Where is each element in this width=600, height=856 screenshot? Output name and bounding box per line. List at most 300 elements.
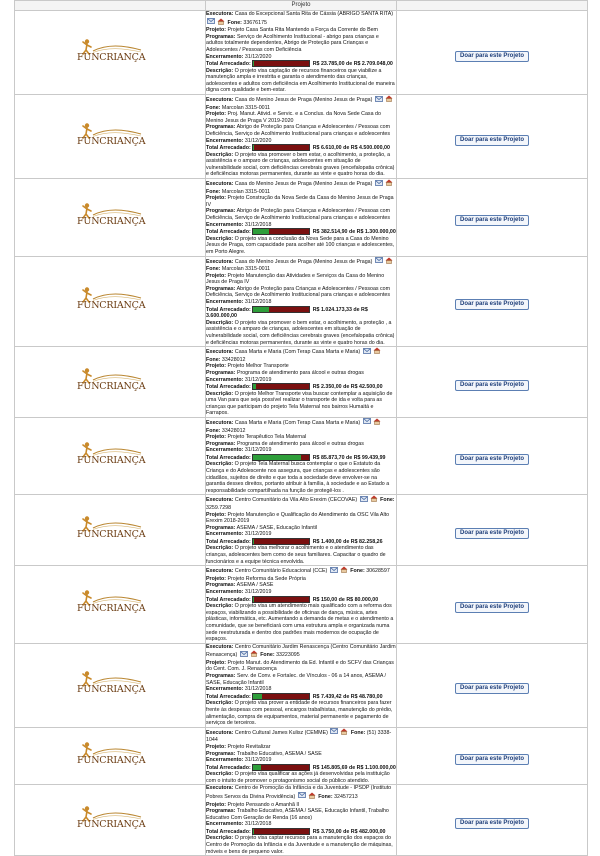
programas-label: Programas:: [206, 33, 236, 40]
logo-cell: [15, 347, 206, 418]
donate-button[interactable]: Doar para este Projeto: [455, 528, 529, 539]
email-icon[interactable]: [360, 496, 368, 505]
executora-value: Centro Cultural James Kulisz (CEMME): [234, 729, 328, 736]
encerramento-label: Encerramento:: [206, 53, 244, 60]
programas-line: [206, 286, 396, 299]
progress-bar: [252, 596, 310, 603]
programas-value: Serviço de Acolhimento Institucional - abrigo para crianças e adultos totalmente dependentes, Abrigo de Proteção para Crianças e Adolescentes / Pessoas com Deficiência: [206, 33, 379, 53]
projeto-label: Projeto:: [206, 195, 227, 202]
project-info: [206, 11, 396, 94]
logo-cell: [15, 95, 206, 179]
project-info-cell: [206, 495, 397, 566]
logo-cell: [15, 566, 206, 643]
descricao-line: [206, 835, 396, 855]
phone-value: 33428012: [221, 427, 246, 434]
executora-value: Centro Comunitário Jardim Renascença (Centro Comunitário Jardim Renascença): [206, 643, 396, 659]
descricao-value: O projeto visa promover o bem estar, o acolhimento, a proteção, a assistência e o amparo de crianças, adolescentes em situação de vulnerabilidade social, com deficiências cerebrais graves (encefalopatia crônica) e deficiências motoras permanentes, durante as vinte e quatro horas do dia.: [206, 151, 395, 178]
total-label: Total Arrecadado:: [206, 538, 251, 545]
phone-value: Marcolan 3315-0011: [221, 188, 271, 195]
encerramento-line: [206, 138, 396, 145]
funcrianca-logo: [77, 286, 146, 316]
descricao-label: Descrição:: [206, 603, 234, 610]
projeto-line: [206, 744, 396, 751]
progress-bar: [252, 764, 310, 771]
home-icon[interactable]: [340, 728, 348, 738]
home-icon[interactable]: [250, 650, 258, 660]
descricao-value: O projeto visa prover a entidade de recursos financeiros para fazer frente às despesas com pessoal, encargos trabalhistas, manutenção do prédio, alimentação, compra de equipamentos, material permanente e pagamento de serviços de terceiros.: [206, 700, 393, 727]
phone-label: Fone:: [350, 568, 365, 575]
programas-line: [206, 370, 396, 377]
project-info: [206, 347, 396, 417]
donate-cell: [397, 11, 588, 95]
executora-value: Centro Comunitário da Vila Alto Erexim (CECOVAE): [234, 497, 358, 504]
phone-label: Fone:: [260, 652, 275, 659]
phone-label: Fone:: [206, 188, 221, 195]
executora-label: Executora:: [206, 181, 234, 188]
email-icon[interactable]: [375, 257, 383, 266]
projeto-value: Proj. Manut. Ativid. e Servic. e a Conclus. da Nova Sede Casa do Menino Jesus de Praga V 2019-2020: [206, 111, 381, 124]
descricao-label: Descrição:: [206, 151, 234, 158]
project-info-cell: [206, 179, 397, 256]
project-info: [206, 728, 396, 785]
phone-label: Fone:: [318, 794, 333, 801]
home-icon[interactable]: [308, 792, 316, 802]
encerramento-label: Encerramento:: [206, 686, 244, 693]
of-label: de: [343, 145, 350, 152]
executora-label: Executora:: [206, 568, 234, 575]
encerramento-label: Encerramento:: [206, 447, 244, 454]
projeto-line: [206, 273, 396, 286]
executora-label: Executora:: [206, 420, 234, 427]
total-label: Total Arrecadado:: [206, 454, 251, 461]
email-icon[interactable]: [207, 18, 215, 27]
progress-bar-fill: [253, 229, 269, 234]
progress-bar-fill: [253, 597, 254, 602]
encerramento-value: 31/12/2019: [244, 757, 272, 764]
funcrianca-logo: [77, 589, 146, 619]
descricao-line: [206, 152, 396, 178]
email-icon[interactable]: [375, 180, 383, 189]
logo-cell: [15, 179, 206, 256]
column-header-projeto: Projeto: [206, 1, 397, 11]
logo-cell: [15, 495, 206, 566]
of-label: de: [348, 229, 356, 236]
funcrianca-logo: [77, 367, 146, 397]
encerramento-value: 31/12/2018: [244, 821, 272, 828]
programas-line: [206, 808, 396, 821]
home-icon[interactable]: [385, 179, 393, 189]
programas-value: Programa de atendimento para álcool e outras drogas: [236, 440, 364, 447]
project-info-cell: [206, 566, 397, 643]
phone-value: Marcolan 3315-0011: [221, 266, 271, 273]
email-icon[interactable]: [363, 348, 371, 357]
projeto-label: Projeto:: [206, 434, 227, 441]
project-row: [15, 727, 588, 785]
total-label: Total Arrecadado:: [206, 693, 251, 700]
project-info-cell: [206, 11, 397, 95]
projeto-label: Projeto:: [206, 27, 227, 34]
projects-rows: [15, 11, 588, 856]
column-spacer: [397, 1, 588, 11]
encerramento-label: Encerramento:: [206, 531, 244, 538]
encerramento-value: 31/12/2020: [244, 137, 272, 144]
programas-line: [206, 124, 396, 137]
raised-amount: R$ 2.350,00: [312, 384, 342, 390]
projeto-value: Projeto Terapêutico Tela Maternal: [227, 434, 307, 441]
raised-amount: R$ 85.873,70: [312, 454, 345, 461]
raised-amount: R$ 150,00: [312, 596, 338, 603]
executora-label: Executora:: [206, 785, 234, 792]
email-icon[interactable]: [240, 651, 248, 660]
of-label: de: [343, 538, 350, 545]
executora-line: [206, 179, 396, 195]
of-label: de: [346, 61, 353, 68]
executora-value: Casa Marta e Maria (Com Terap Casa Marta e Maria): [234, 349, 361, 356]
encerramento-line: [206, 589, 396, 596]
funcrianca-logo: [77, 122, 146, 152]
progress-bar: [252, 454, 310, 461]
raised-amount: R$ 6.610,00: [312, 145, 342, 152]
logo-wordmark: FUNCRIANÇA: [77, 300, 146, 312]
total-label: Total Arrecadado:: [206, 384, 251, 390]
email-icon[interactable]: [375, 96, 383, 105]
email-icon[interactable]: [363, 418, 371, 427]
programas-line: [206, 673, 396, 686]
home-icon[interactable]: [373, 418, 381, 428]
projeto-label: Projeto:: [206, 659, 227, 666]
phone-value: Marcolan 3315-0011: [221, 104, 271, 111]
raised-amount: R$ 1.024.173,33: [312, 306, 352, 313]
encerramento-line: [206, 821, 396, 828]
donate-button[interactable]: Doar para este Projeto: [455, 754, 529, 765]
donate-button[interactable]: Doar para este Projeto: [455, 380, 529, 391]
encerramento-value: 31/12/2018: [244, 299, 272, 306]
goal-amount: R$ 82.258,26: [350, 538, 383, 545]
executora-line: [206, 257, 396, 273]
phone-label: Fone:: [206, 104, 221, 111]
programas-line: [206, 525, 396, 532]
project-info-cell: [206, 95, 397, 179]
phone-value: 3259.7298: [206, 505, 232, 511]
executora-line: [206, 644, 396, 660]
logo-wordmark: FUNCRIANÇA: [77, 135, 146, 147]
programas-value: Serv. de Conv. e Fortalec. de Vínculos - 06 a 14 anos, ASEMA / SASE, Educação Infantil: [206, 673, 387, 686]
executora-line: [206, 495, 396, 511]
programas-label: Programas:: [206, 369, 236, 376]
descricao-label: Descrição:: [206, 319, 234, 326]
total-line: [206, 228, 396, 236]
projeto-label: Projeto:: [206, 511, 227, 518]
projeto-line: [206, 576, 396, 583]
project-row: [15, 495, 588, 566]
programas-label: Programas:: [206, 524, 236, 531]
logo-wordmark: FUNCRIANÇA: [77, 603, 146, 615]
projeto-label: Projeto:: [206, 801, 227, 808]
raised-amount: R$ 23.785,00: [312, 61, 345, 68]
donate-button[interactable]: Doar para este Projeto: [455, 683, 529, 694]
donate-button[interactable]: Doar para este Projeto: [455, 602, 529, 613]
projeto-value: Projeto Melhor Transporte: [227, 363, 289, 370]
programas-line: [206, 208, 396, 221]
programas-value: Abrigo de Proteção para Crianças e Adolescentes / Pessoas com Deficiência, Serviço de Acolhimento Institucional para crianças e adolescentes: [206, 285, 391, 299]
phone-label: Fone:: [227, 19, 242, 26]
descricao-label: Descrição:: [206, 67, 234, 74]
project-row: [15, 566, 588, 643]
home-icon[interactable]: [385, 95, 393, 105]
total-label: Total Arrecadado:: [206, 764, 251, 771]
funcrianca-logo: [77, 38, 146, 68]
projeto-value: Projeto Pensando o Amanhã II: [227, 801, 300, 808]
progress-bar-fill: [253, 694, 261, 699]
encerramento-value: 31/12/2020: [244, 53, 272, 60]
encerramento-line: [206, 757, 396, 764]
project-info: [206, 644, 396, 727]
logo-cell: [15, 256, 206, 347]
progress-bar: [252, 144, 310, 151]
phone-value: (51) 3338-1044: [206, 729, 392, 744]
projeto-label: Projeto:: [206, 272, 227, 279]
phone-value: 33223095: [276, 652, 300, 659]
project-info: [206, 785, 396, 855]
donate-cell: [397, 347, 588, 418]
progress-bar-fill: [253, 145, 254, 150]
phone-value: 30628597: [366, 568, 390, 575]
projeto-value: Projeto Revitalizar: [227, 743, 271, 750]
email-icon[interactable]: [330, 567, 338, 576]
raised-amount: R$ 7.439,42: [312, 693, 342, 700]
funcrianca-logo: [77, 515, 146, 545]
email-icon[interactable]: [330, 728, 338, 737]
donate-cell: [397, 95, 588, 179]
project-row: [15, 95, 588, 179]
total-label: Total Arrecadado:: [206, 145, 251, 152]
descricao-label: Descrição:: [206, 771, 234, 778]
encerramento-line: [206, 531, 396, 538]
goal-amount: R$ 482.000,00: [350, 828, 386, 835]
descricao-value: O projeto visa um atendimento mais qualificado com a reforma dos espaços, viabilizando a possibilidade de oficinas de dança, música, artes plásticas, informática, etc. Aumentando a demanda de metas e o atendimento a comunidade, que se beneficiará com uma estrutura ampla e organizada numa sede reestruturada e dentro dos padrões mais modernos de ocupação de espaços.: [206, 603, 394, 643]
descricao-label: Descrição:: [206, 835, 234, 842]
of-label: de: [353, 306, 360, 313]
raised-amount: R$ 1.400,00: [312, 538, 342, 545]
email-icon[interactable]: [298, 792, 306, 801]
encerramento-label: Encerramento:: [206, 589, 244, 596]
project-row: [15, 11, 588, 95]
goal-amount: R$ 48.780,00: [350, 693, 383, 700]
logo-wordmark: FUNCRIANÇA: [77, 529, 146, 541]
phone-label: Fone:: [380, 497, 395, 504]
raised-amount: R$ 145.805,69: [312, 764, 348, 771]
programas-value: Abrigo de Proteção para Crianças e Adolescentes / Pessoas com Deficiência, Serviço de Acolhimento Institucional para crianças e adolescentes: [206, 208, 391, 222]
encerramento-label: Encerramento:: [206, 821, 244, 828]
projeto-label: Projeto:: [206, 363, 227, 370]
total-line: [206, 538, 396, 546]
progress-bar-fill: [253, 307, 269, 312]
progress-bar-fill: [253, 455, 301, 460]
project-info: [206, 418, 396, 494]
goal-amount: R$ 42.500,00: [350, 384, 383, 390]
total-line: [206, 764, 396, 772]
progress-bar: [252, 60, 310, 67]
raised-amount: R$ 382.514,90: [312, 229, 348, 236]
project-info-cell: [206, 417, 397, 494]
total-line: [206, 693, 396, 701]
donate-cell: [397, 727, 588, 785]
progress-bar-fill: [253, 384, 256, 389]
project-row: [15, 256, 588, 347]
programas-value: ASEMA / SASE, Educação Infantil: [236, 524, 318, 531]
donate-button[interactable]: Doar para este Projeto: [455, 215, 529, 226]
total-line: [206, 454, 396, 462]
total-label: Total Arrecadado:: [206, 596, 251, 603]
programas-label: Programas:: [206, 673, 236, 680]
home-icon[interactable]: [385, 257, 393, 267]
descricao-line: [206, 603, 396, 643]
projects-table: [14, 0, 588, 856]
encerramento-line: [206, 686, 396, 693]
total-line: [206, 383, 396, 391]
logo-cell: [15, 785, 206, 856]
projeto-line: [206, 27, 396, 34]
projeto-line: [206, 660, 396, 673]
of-label: de: [348, 764, 356, 771]
encerramento-label: Encerramento:: [206, 376, 244, 383]
projeto-line: [206, 512, 396, 525]
executora-line: [206, 347, 396, 363]
funcrianca-logo: [77, 202, 146, 232]
descricao-value: O projeto Melhor Transporte visa buscar contemplar a aquisição de uma Van para que seja possível realizar o transporte de ida e volta para as crianças que participam do projeto Tela Maternal nos bairros Humaitá e Farrapos.: [206, 390, 393, 417]
encerramento-value: 31/12/2018: [244, 686, 272, 693]
phone-value: 32457213: [334, 794, 358, 801]
projeto-label: Projeto:: [206, 743, 227, 750]
projeto-value: Projeto Manutenção e Qualificação do Atendimento da OSC Vila Alto Erexim 2018-2019: [206, 511, 390, 525]
column-spacer: [15, 1, 206, 11]
descricao-value: O projeto visa captação de recursos financeiros que viabilize a manutenção ampla e irrestrita e garanta o atendimento das crianças, adolescentes e adultos com deficiência em Acolhimento Institucional de maneira digna com qualidade e bem-estar.: [206, 67, 395, 94]
logo-wordmark: FUNCRIANÇA: [77, 755, 146, 767]
progress-bar: [252, 383, 310, 390]
programas-line: [206, 582, 396, 589]
goal-amount: R$ 3.600.000,00: [206, 306, 368, 320]
projeto-line: [206, 195, 396, 208]
projects-list: [14, 0, 588, 856]
total-line: [206, 306, 396, 320]
total-line: [206, 828, 396, 836]
executora-line: [206, 95, 396, 111]
descricao-label: Descrição:: [206, 700, 234, 707]
goal-amount: R$ 1.300.000,00: [356, 229, 396, 236]
descricao-value: O projeto visa melhorar o acolhimento e o atendimento das crianças, adolescentes bem como de seus familiares. Capacitar o quadro de funcionários e a equipe técnica envolvida.: [206, 545, 386, 565]
executora-line: [206, 728, 396, 744]
executora-label: Executora:: [206, 11, 234, 17]
project-info: [206, 179, 396, 255]
projeto-label: Projeto:: [206, 575, 227, 582]
project-info: [206, 566, 396, 642]
progress-bar: [252, 306, 310, 313]
encerramento-label: Encerramento:: [206, 221, 244, 228]
phone-label: Fone:: [206, 427, 221, 434]
raised-amount: R$ 3.750,00: [312, 828, 342, 835]
executora-line: [206, 418, 396, 434]
programas-label: Programas:: [206, 582, 236, 589]
descricao-line: [206, 236, 396, 256]
home-icon[interactable]: [373, 347, 381, 357]
project-info-cell: [206, 727, 397, 785]
executora-value: Centro Comunitário Educacional (CCE): [234, 568, 328, 575]
encerramento-value: 31/12/2019: [244, 531, 272, 538]
executora-label: Executora:: [206, 349, 234, 356]
programas-label: Programas:: [206, 440, 236, 447]
home-icon[interactable]: [340, 566, 348, 576]
logo-cell: [15, 11, 206, 95]
phone-value: 33676175: [243, 19, 267, 26]
descricao-line: [206, 461, 396, 494]
project-info-cell: [206, 256, 397, 347]
logo-wordmark: FUNCRIANÇA: [77, 819, 146, 831]
progress-bar: [252, 538, 310, 545]
donate-cell: [397, 643, 588, 727]
home-icon[interactable]: [217, 18, 225, 28]
projeto-label: Projeto:: [206, 111, 227, 118]
encerramento-line: [206, 299, 396, 306]
logo-wordmark: FUNCRIANÇA: [77, 684, 146, 696]
goal-amount: R$ 99.439,99: [353, 454, 386, 461]
funcrianca-logo: [77, 441, 146, 471]
donate-button[interactable]: Doar para este Projeto: [455, 299, 529, 310]
total-label: Total Arrecadado:: [206, 61, 251, 68]
descricao-line: [206, 771, 396, 784]
donate-button[interactable]: Doar para este Projeto: [455, 135, 529, 146]
executora-label: Executora:: [206, 729, 234, 736]
home-icon[interactable]: [370, 495, 378, 505]
goal-amount: R$ 2.709.048,00: [353, 61, 393, 68]
programas-label: Programas:: [206, 750, 236, 757]
phone-label: Fone:: [350, 729, 366, 736]
programas-line: [206, 441, 396, 448]
of-label: de: [346, 454, 353, 461]
donate-button[interactable]: Doar para este Projeto: [455, 454, 529, 465]
executora-value: Centro de Promoção da Infância e da Juventude - IPSDP (Instituto Pobres Servos da Divina Providência): [206, 785, 392, 801]
descricao-value: O projeto visa captar recursos para a manutenção dos espaços do Centro de Promoção da Infância e da Juventude e a manutenção de máquinas, móveis e bens de pequeno valor.: [206, 835, 393, 855]
progress-bar-fill: [253, 829, 254, 834]
progress-bar: [252, 228, 310, 235]
projeto-value: Projeto Construção da Nova Sede da Casa do Menino Jesus de Praga IV: [206, 195, 394, 208]
phone-value: 33428012: [221, 356, 246, 363]
executora-value: Casa Marta e Maria (Com Terap Casa Marta e Maria): [234, 420, 361, 427]
programas-label: Programas:: [206, 285, 236, 292]
donate-button[interactable]: Doar para este Projeto: [455, 818, 529, 829]
donate-cell: [397, 566, 588, 643]
programas-value: Programa de atendimento para álcool e outras drogas: [236, 369, 364, 376]
donate-button[interactable]: Doar para este Projeto: [455, 51, 529, 62]
phone-label: Fone:: [206, 266, 221, 273]
phone-label: Fone:: [206, 356, 221, 363]
funcrianca-logo: [77, 741, 146, 771]
project-info-cell: [206, 347, 397, 418]
descricao-value: O projeto visa promover o bem estar, o acolhimento, a proteção , a assistência e o amparo de crianças, adolescentes em situação de vulnerabilidade social, com deficiências cerebrais graves (encefalopatia crônica) e deficiências motoras permanentes, durante as vinte e quatro horas do dia.: [206, 319, 395, 346]
donate-cell: [397, 417, 588, 494]
projeto-line: [206, 111, 396, 124]
executora-label: Executora:: [206, 643, 234, 650]
project-row: [15, 347, 588, 418]
of-label: de: [338, 596, 345, 603]
encerramento-line: [206, 377, 396, 384]
logo-wordmark: FUNCRIANÇA: [77, 51, 146, 63]
encerramento-line: [206, 54, 396, 61]
programas-line: [206, 751, 396, 758]
total-label: Total Arrecadado:: [206, 306, 251, 313]
descricao-line: [206, 320, 396, 346]
executora-label: Executora:: [206, 258, 234, 265]
descricao-value: O projeto visa qualificar as ações já desenvolvidas pela instituição com o intuito de promover o protagonismo social do público atendido.: [206, 771, 390, 784]
